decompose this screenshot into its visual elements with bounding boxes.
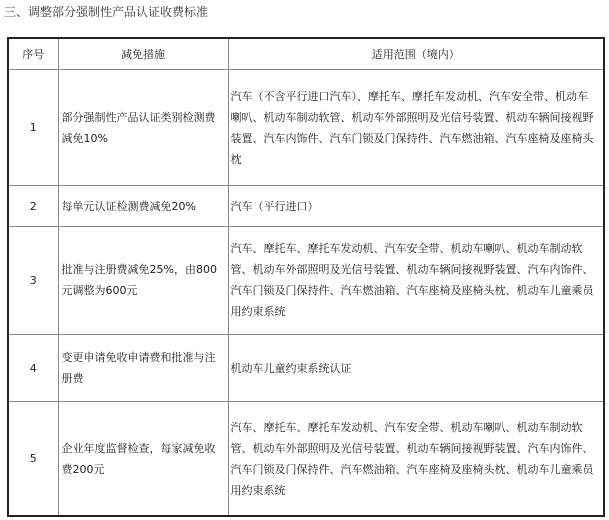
table-row xyxy=(8,402,604,516)
row-scope: 汽车（平行进口） xyxy=(228,186,604,227)
table-row xyxy=(8,226,604,334)
row-measure: 变更申请免收申请费和批准与注册费 xyxy=(58,335,228,402)
row-number: 1 xyxy=(8,70,58,186)
row-measure: 企业年度监督检查，每家减免收费200元 xyxy=(58,402,228,516)
row-scope: 汽车（不含平行进口汽车）、摩托车、摩托车发动机、汽车安全带、机动车喇叭、机动车制动软管、机动车外部照明及光信号装置、机动车辆间接视野装置、汽车内饰件、汽车门锁及门保持件、汽车燃油箱、汽车座椅及座椅头枕 xyxy=(228,70,604,186)
row-scope: 汽车、摩托车、摩托车发动机、汽车安全带、机动车喇叭、机动车制动软管、机动车外部照明及光信号装置、机动车辆间接视野装置、汽车内饰件、汽车门锁及门保持件、汽车燃油箱、汽车座椅及座椅头枕、机动车儿童乘员用约束系统 xyxy=(228,402,604,516)
row-number: 2 xyxy=(8,186,58,227)
section-heading: 三、调整部分强制性产品认证收费标准 xyxy=(4,5,209,19)
row-number: 5 xyxy=(8,402,58,516)
row-number: 4 xyxy=(8,335,58,402)
fee-table xyxy=(7,37,605,517)
table-row xyxy=(8,186,604,227)
row-measure: 部分强制性产品认证类别检测费减免10% xyxy=(58,70,228,186)
table-row xyxy=(8,335,604,402)
header-measure: 减免措施 xyxy=(58,38,228,70)
row-number: 3 xyxy=(8,226,58,334)
table-row xyxy=(8,70,604,186)
header-number: 序号 xyxy=(8,38,58,70)
table-header-row xyxy=(8,38,604,70)
header-scope: 适用范围（境内） xyxy=(228,38,604,70)
row-scope: 机动车儿童约束系统认证 xyxy=(228,335,604,402)
row-measure: 批准与注册费减免25%，由800元调整为600元 xyxy=(58,226,228,334)
row-measure: 每单元认证检测费减免20% xyxy=(58,186,228,227)
row-scope: 汽车、摩托车、摩托车发动机、汽车安全带、机动车喇叭、机动车制动软管、机动车外部照明及光信号装置、机动车辆间接视野装置、汽车内饰件、汽车门锁及门保持件、汽车燃油箱、汽车座椅及座椅头枕、机动车儿童乘员用约束系统 xyxy=(228,226,604,334)
